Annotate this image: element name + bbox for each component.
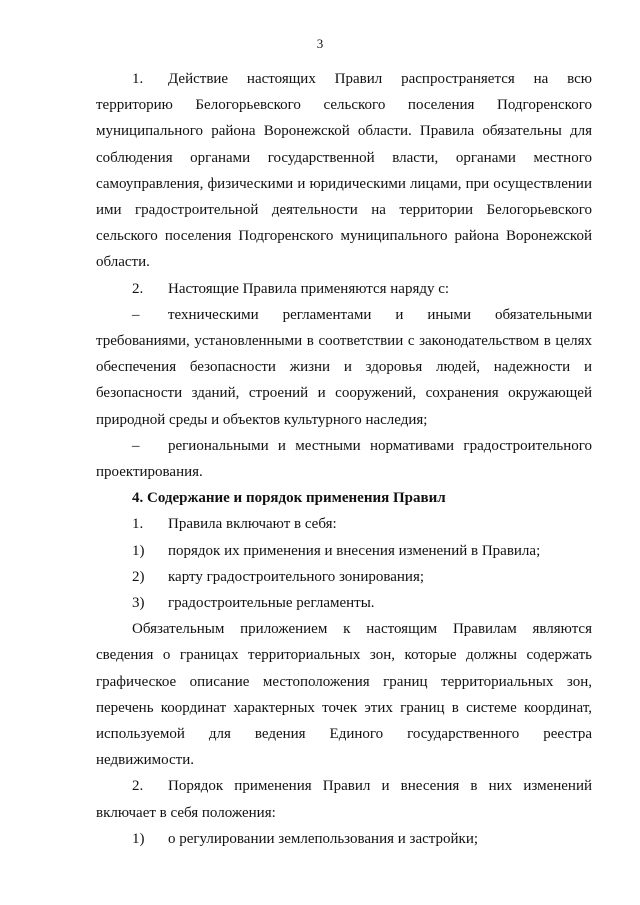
item-number: 2. [132, 778, 144, 795]
dash-2-continuation: проектирования. [96, 464, 203, 481]
list-text: градостроительные регламенты. [168, 595, 375, 612]
item-text: Правила включают в себя: [168, 516, 337, 533]
paragraph-item-2 [96, 276, 592, 302]
list-number: 1) [132, 542, 145, 559]
paragraph-item-1 [96, 66, 592, 92]
list-text: карту градостроительного зонирования; [168, 568, 425, 585]
list-item [96, 538, 592, 564]
dash-item-1 [96, 302, 592, 328]
list-number: 1) [132, 830, 145, 847]
item-first-line: Порядок применения Правил и внесения в них изменений [168, 778, 592, 795]
list-item [96, 590, 592, 616]
dash-mark: – [132, 306, 140, 323]
item-number: 1. [132, 516, 144, 533]
list-number: 2) [132, 568, 145, 585]
section-item-2 [96, 773, 592, 799]
section-item-2-continuation: включает в себя положения: [96, 804, 276, 821]
list-number: 3) [132, 595, 145, 612]
item-text: Настоящие Правила применяются наряду с: [168, 280, 450, 297]
list-item [96, 564, 592, 590]
page-content [96, 66, 592, 852]
list-item [96, 826, 592, 852]
annex-paragraph: Обязательным приложением к настоящим Правилам являются сведения о границах территориальных зон, которые должны содержать графическое описание местоположения границ территориальных зон, перечень координат характерных точек этих границ в системе координат, используемой для ведения Единого государственного реестра недвижимости. [96, 621, 592, 769]
dash-mark: – [132, 437, 140, 454]
section-heading: 4. Содержание и порядок применения Правил [132, 490, 446, 507]
section-item-1 [96, 511, 592, 537]
dash-first-line: техническими регламентами и иными обязательными [168, 306, 592, 323]
list-text: о регулировании землепользования и застройки; [168, 830, 479, 847]
dash-item-2 [96, 433, 592, 459]
item-number: 2. [132, 280, 144, 297]
page-number: 3 [316, 36, 324, 51]
item-first-line: Действие настоящих Правил распространяется на всю [168, 71, 592, 87]
item-number: 1. [132, 71, 144, 87]
list-text: порядок их применения и внесения изменений в Правила; [168, 542, 541, 559]
dash-1-continuation: требованиями, установленными в соответствии с законодательством в целях обеспечения безопасности жизни и здоровья людей, надежности и безопасности зданий, строений и сооружений, сохранения окружающей природной среды и объектов культурного наследия; [96, 333, 592, 428]
item-1-continuation: территорию Белогорьевского сельского поселения Подгоренского муниципального района Воронежской области. Правила обязательны для соблюдения органами государственной власти, органами местного самоуправления, физическими и юридическими лицами, при осуществлении ими градостроительной деятельности на территории Белогорьевского сельского поселения Подгоренского муниципального района Воронежской области. [96, 97, 592, 271]
dash-first-line: региональными и местными нормативами градостроительного [168, 437, 592, 454]
